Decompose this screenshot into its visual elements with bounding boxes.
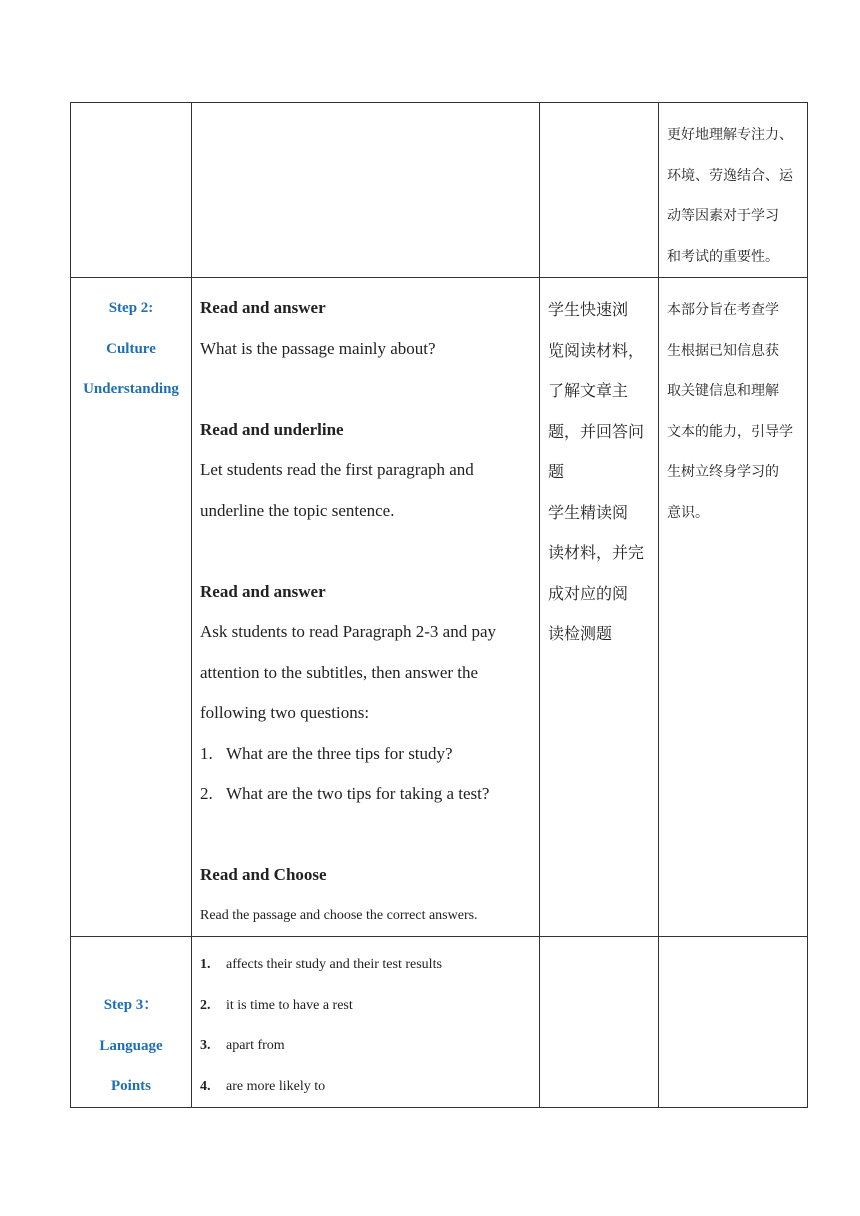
intent-line: 生根据已知信息获 — [667, 342, 779, 359]
student-line: 学生快速浏 — [548, 300, 629, 319]
intent-line: 环境、劳逸结合、运 — [667, 167, 793, 184]
section-text: Let students read the first paragraph and — [200, 460, 474, 479]
section-heading: Read and Choose — [200, 865, 327, 884]
student-line: 读材料，并完 — [548, 543, 645, 562]
step-title: Step 3： — [103, 997, 159, 1013]
section-text: Read the passage and choose the correct answers. — [200, 907, 478, 923]
step-label — [71, 937, 191, 1107]
student-line: 题 — [548, 462, 565, 481]
language-point-item — [200, 986, 531, 1027]
question-number: 1. — [200, 743, 213, 763]
student-line: 学生精读阅 — [548, 502, 629, 522]
table-row — [71, 278, 808, 937]
step-title: Step 2: — [108, 300, 154, 316]
table-row — [71, 937, 808, 1108]
table-row — [71, 103, 808, 278]
point-text: apart from — [226, 1038, 285, 1053]
step-name-line: Points — [110, 1078, 151, 1094]
section-text: Ask students to read Paragraph 2-3 and pay — [200, 622, 497, 641]
activity-cell — [192, 103, 540, 278]
point-number: 4. — [200, 1078, 211, 1094]
student-line: 览阅读材料， — [548, 340, 645, 360]
question-item — [200, 774, 531, 815]
intent-line: 和考试的重要性。 — [667, 248, 779, 265]
intent-line: 取关键信息和理解 — [667, 383, 779, 399]
question-text: What are the three tips for study? — [226, 743, 453, 763]
point-number: 2. — [200, 997, 211, 1013]
point-number: 1. — [200, 957, 211, 972]
section-heading: Read and answer — [200, 298, 326, 317]
student-activity-cell — [540, 103, 659, 278]
step-name-line: Language — [99, 1037, 163, 1054]
step-cell — [71, 937, 192, 1108]
language-point-item — [200, 1026, 531, 1067]
step-name-line: Culture — [106, 340, 156, 357]
section-text: underline the topic sentence. — [200, 500, 395, 520]
step-cell — [71, 103, 192, 278]
student-line: 题，并回答问 — [548, 421, 645, 441]
section-text: What is the passage mainly about? — [200, 338, 436, 358]
point-text: are more likely to — [226, 1078, 326, 1094]
lesson-plan-table — [70, 102, 808, 1108]
intent-line: 本部分旨在考查学 — [667, 302, 779, 318]
activity-cell — [192, 937, 540, 1108]
question-text: What are the two tips for taking a test? — [226, 784, 490, 803]
point-text: affects their study and their test results — [226, 957, 442, 972]
question-number: 2. — [200, 784, 213, 803]
design-intent-cell — [659, 103, 808, 278]
intent-line: 动等因素对于学习 — [667, 208, 779, 224]
intent-line: 生树立终身学习的 — [667, 464, 779, 480]
question-item — [200, 734, 531, 775]
section-heading: Read and underline — [200, 419, 344, 439]
section-text: following two questions: — [200, 703, 370, 722]
step-label — [71, 278, 191, 410]
step-cell — [71, 278, 192, 937]
intent-line: 意识。 — [667, 504, 709, 521]
design-intent-cell — [659, 937, 808, 1108]
point-text: it is time to have a rest — [226, 997, 353, 1013]
student-activity-cell — [540, 278, 659, 937]
student-line: 成对应的阅 — [548, 583, 629, 603]
activity-cell — [192, 278, 540, 937]
student-line: 读检测题 — [548, 624, 613, 643]
language-point-item — [200, 1067, 531, 1108]
intent-line: 文本的能力，引导学 — [667, 423, 793, 440]
section-heading: Read and answer — [200, 581, 326, 601]
section-text: attention to the subtitles, then answer the — [200, 662, 479, 682]
intent-line: 更好地理解专注力、 — [667, 127, 793, 143]
point-number: 3. — [200, 1038, 211, 1053]
student-line: 了解文章主 — [548, 381, 629, 400]
step-name-line: Understanding — [83, 381, 179, 397]
design-intent-cell — [659, 278, 808, 937]
student-activity-cell — [540, 937, 659, 1108]
language-point-item — [200, 945, 531, 986]
